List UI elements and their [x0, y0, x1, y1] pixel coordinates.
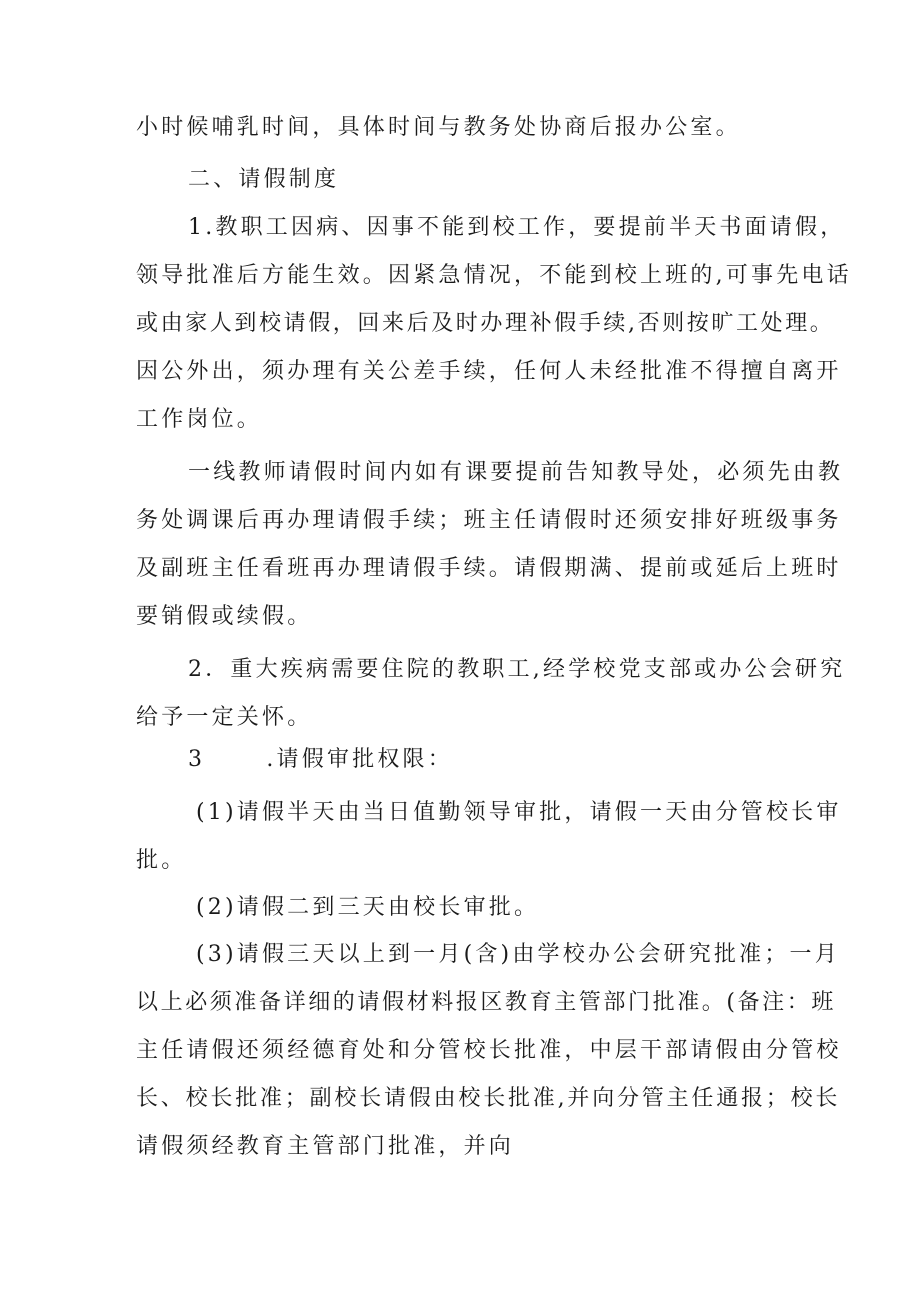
text-line-17: (2)请假二到三天由校长审批。 [196, 895, 540, 920]
text-line-22: 请假须经教育主管部门批准，并向 [136, 1134, 515, 1159]
text-line-7: 工作岗位。 [136, 407, 263, 432]
text-line-11: 要销假或续假。 [136, 604, 313, 629]
text-line-13: 给予一定关怀。 [136, 705, 313, 730]
text-line-6: 因公外出，须办理有关公差手续，任何人未经批准不得擅自离开 [136, 359, 842, 384]
text-line-18: (3)请假三天以上到一月(含)由学校办公会研究批准；一月 [196, 942, 840, 967]
text-line-9: 务处调课后再办理请假手续；班主任请假时还须安排好班级事务 [136, 508, 842, 533]
text-line-21: 长、校长批准；副校长请假由校长批准,并向分管主任通报；校长 [136, 1086, 841, 1111]
text-line-20: 主任请假还须经德育处和分管校长批准，中层干部请假由分管校 [136, 1038, 842, 1063]
text-line-4: 领导批准后方能生效。因紧急情况，不能到校上班的,可事先电话 [136, 263, 852, 288]
text-line-3: 1.教职工因病、因事不能到校工作，要提前半天书面请假， [188, 215, 846, 240]
section-heading-leave-policy: 二、请假制度 [188, 167, 340, 192]
text-line-15: (1)请假半天由当日值勤领导审批，请假一天由分管校长审 [196, 800, 842, 825]
text-line-10: 及副班主任看班再办理请假手续。请假期满、提前或延后上班时 [136, 556, 842, 581]
text-line-1: 小时候哺乳时间，具体时间与教务处协商后报办公室。 [136, 115, 741, 140]
text-line-8: 一线教师请假时间内如有课要提前告知教导处，必须先由教 [188, 460, 844, 485]
text-line-19: 以上必须准备详细的请假材料报区教育主管部门批准。(备注：班 [136, 990, 836, 1015]
text-line-16: 批。 [136, 848, 187, 873]
text-line-14: 3 .请假审批权限： [188, 747, 453, 772]
text-line-5: 或由家人到校请假，回来后及时办理补假手续,否则按旷工处理。 [136, 311, 835, 336]
text-line-12: 2．重大疾病需要住院的教职工,经学校党支部或办公会研究 [188, 657, 846, 682]
